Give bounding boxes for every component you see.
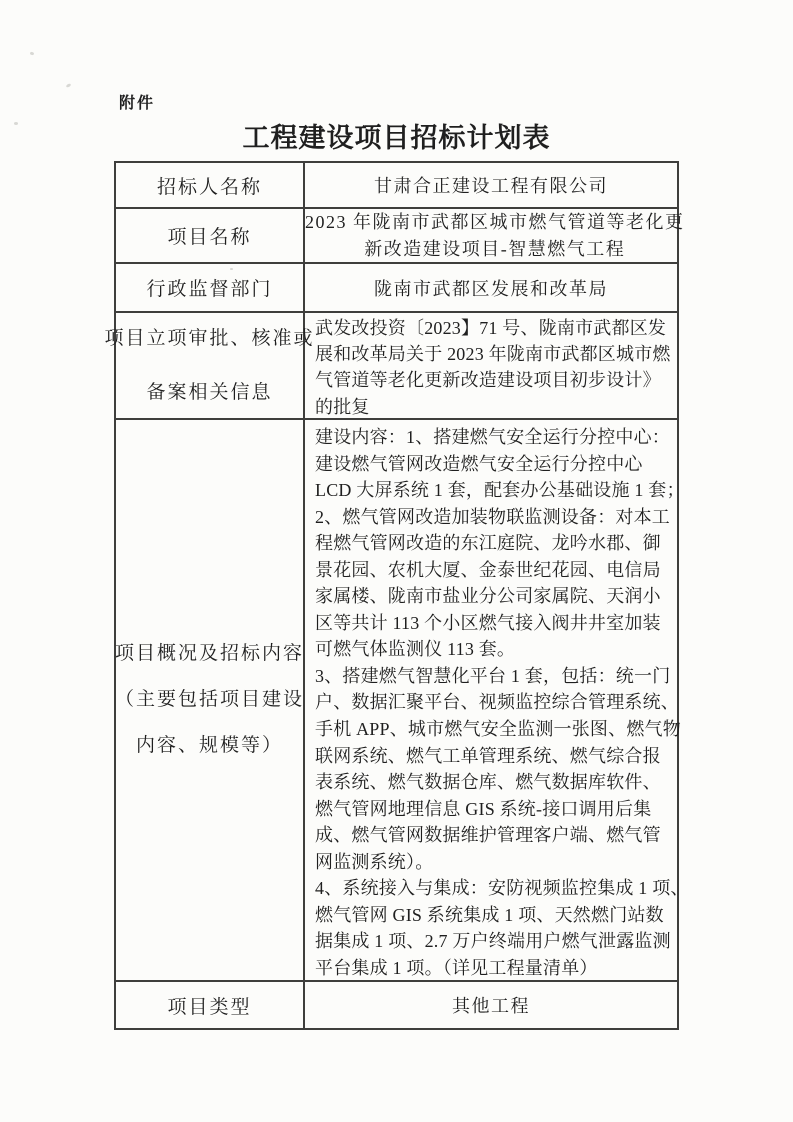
row-label — [116, 264, 305, 311]
value-text-line: 手机 APP、城市燃气安全监测一张图、燃气物 — [315, 719, 681, 740]
value-text-line: 网监测系统）。 — [315, 851, 434, 872]
label-text-line: 项目概况及招标内容 — [115, 643, 305, 664]
attachment-label: 附件 — [119, 95, 156, 112]
row-label — [116, 209, 305, 262]
value-text-line: 户、数据汇聚平台、视频监控综合管理系统、 — [315, 692, 679, 713]
label-text-line: 项目立项审批、核准或 — [104, 327, 315, 349]
page-title: 工程建设项目招标计划表 — [242, 123, 551, 153]
label-text-line: （主要包括项目建设 — [115, 689, 305, 710]
value-text-line: 甘肃合正建设工程有限公司 — [374, 176, 608, 196]
row-label — [116, 163, 305, 207]
value-text-line: 可燃气体监测仪 113 套。 — [315, 639, 516, 660]
value-text-line: 表系统、燃气数据仓库、燃气数据库软件、 — [315, 772, 661, 793]
scan-speckle — [66, 83, 72, 88]
value-text-line: LCD 大屏系统 1 套，配套办公基础设施 1 套； — [315, 480, 685, 501]
value-text-line: 建设内容：1、搭建燃气安全运行分控中心： — [315, 427, 670, 447]
value-text-line: 的批复 — [315, 396, 370, 417]
value-text-line: 成、燃气管网数据维护管理客户端、燃气管 — [315, 825, 661, 846]
value-text-line: 区等共计 113 个小区燃气接入阀井井室加装 — [315, 612, 661, 633]
label-text-line: 行政监督部门 — [146, 279, 273, 300]
row-value — [305, 313, 677, 418]
row-value — [305, 163, 677, 207]
table-row-project-type — [116, 982, 677, 1028]
label-text-line: 项目类型 — [167, 996, 252, 1018]
value-text-line: 陇南市武都区发展和改革局 — [374, 278, 608, 299]
label-text-line: 招标人名称 — [156, 176, 262, 198]
value-text-line: 程燃气管网改造的东江庭院、龙吟水郡、御 — [315, 533, 661, 554]
value-text-line: 燃气管网地理信息 GIS 系统-接口调用后集 — [315, 798, 652, 819]
row-label — [116, 982, 305, 1028]
label-text-line: 备案相关信息 — [146, 381, 273, 403]
label-text-line: 项目名称 — [167, 227, 252, 248]
value-text-line: 4、系统接入与集成：安防视频监控集成 1 项、 — [315, 878, 689, 899]
row-value — [305, 209, 685, 262]
value-text-line: 3、搭建燃气智慧化平台 1 套，包括：统一门 — [315, 665, 671, 686]
table-row-project-name — [116, 209, 685, 264]
table-row-project-overview — [115, 420, 689, 982]
row-value — [305, 420, 695, 980]
table-row-supervising-department — [116, 264, 677, 313]
row-value — [305, 264, 677, 311]
value-text-line: 气管道等老化更新改造建设项目初步设计》 — [315, 370, 661, 391]
value-text-line: 2、燃气管网改造加装物联监测设备：对本工 — [315, 506, 670, 527]
row-value — [305, 982, 677, 1028]
table-row-approval-info — [104, 313, 677, 420]
scan-speckle — [14, 122, 18, 125]
scan-speckle — [30, 51, 35, 55]
value-text-line: 2023 年陇南市武都区城市燃气管道等老化更 — [305, 211, 685, 232]
value-text-line: 家属楼、陇南市盐业分公司家属院、天润小 — [315, 586, 661, 607]
value-text-line: 景花园、农机大厦、金泰世纪花园、电信局 — [315, 559, 661, 580]
value-text-line: 据集成 1 项、2.7 万户终端用户燃气泄露监测 — [315, 931, 671, 952]
tender-plan-table — [104, 161, 689, 1030]
value-text-line: 展和改革局关于 2023 年陇南市武都区城市燃 — [315, 344, 671, 365]
value-text-line: 新改造建设项目-智慧燃气工程 — [364, 238, 626, 259]
value-text-line: 联网系统、燃气工单管理系统、燃气综合报 — [315, 745, 661, 766]
value-text-line: 燃气管网 GIS 系统集成 1 项、天然燃门站数 — [315, 904, 664, 925]
value-text-line: 武发改投资〔2023】71 号、陇南市武都区发 — [315, 318, 667, 338]
value-text-line: 其他工程 — [452, 996, 530, 1016]
row-label — [104, 313, 315, 418]
value-text-line: 建设燃气管网改造燃气安全运行分控中心 — [315, 453, 643, 474]
label-text-line: 内容、规模等） — [135, 735, 283, 756]
value-text-line: 平台集成 1 项。（详见工程量清单） — [315, 957, 598, 978]
table-row-bidder-name — [116, 163, 677, 209]
row-label — [116, 420, 305, 980]
